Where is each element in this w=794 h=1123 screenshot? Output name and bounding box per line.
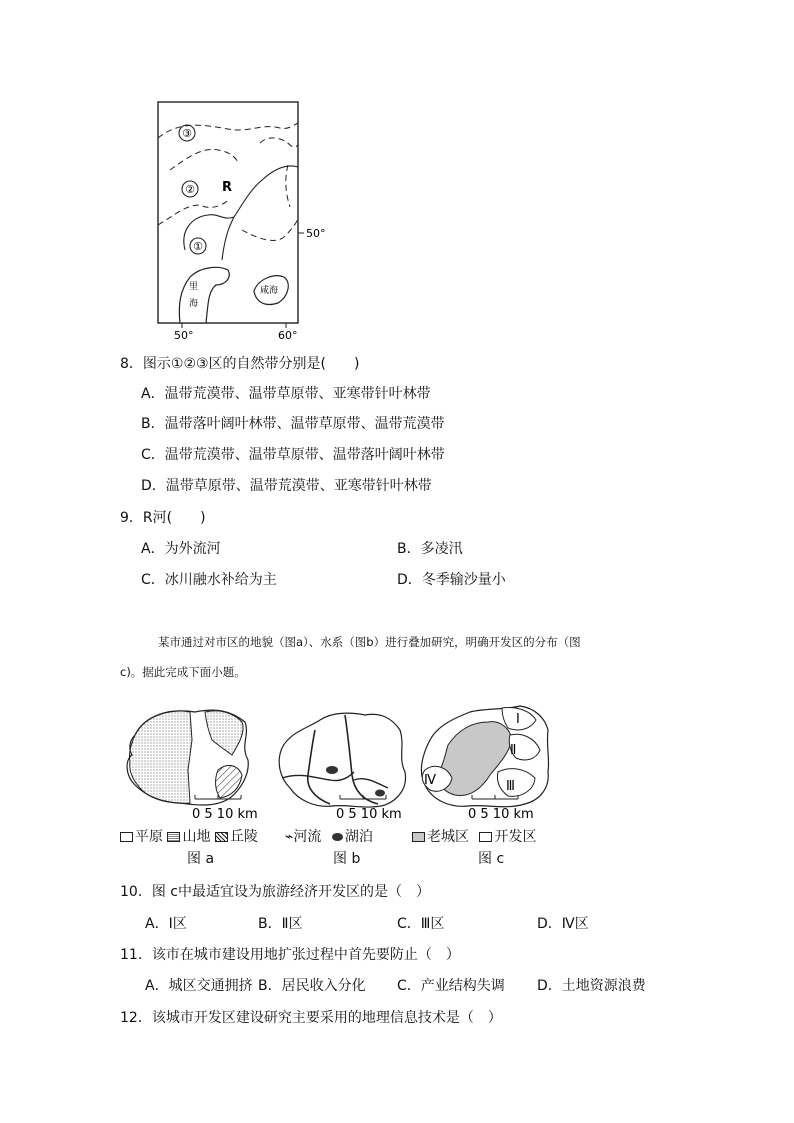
figure-c-legend-row xyxy=(412,826,536,846)
figure-a-caption: 图 a xyxy=(187,851,215,867)
dev-zone-legend-icon xyxy=(479,832,492,842)
figure-b-legend-row xyxy=(285,826,373,846)
question-11-option-d[interactable]: D．土地资源浪费 xyxy=(537,978,646,994)
question-12-stem: 12．该城市开发区建设研究主要采用的地理信息技术是（ ） xyxy=(120,1010,502,1026)
latitude-label: 50° xyxy=(306,227,326,240)
legend-plain: 平原 xyxy=(135,829,163,845)
figure-b-water-system-map xyxy=(270,700,415,825)
figure-a-scale: 0 5 10 km xyxy=(192,807,258,822)
legend-dev-zone: 开发区 xyxy=(494,829,537,845)
figure-c-scale: 0 5 10 km xyxy=(468,807,534,822)
passage-line-2: c)。据此完成下面小题。 xyxy=(120,665,246,679)
longitude-label-60: 60° xyxy=(278,329,298,342)
zone-label-2: ② xyxy=(185,183,195,196)
legend-old-city: 老城区 xyxy=(427,829,469,845)
question-9-option-b[interactable]: B．多凌汛 xyxy=(397,541,463,557)
question-11-option-c[interactable]: C．产业结构失调 xyxy=(397,978,505,994)
aral-label: 咸海 xyxy=(260,286,279,296)
question-10-option-c[interactable]: C．Ⅲ区 xyxy=(397,916,445,932)
question-8-option-a[interactable]: A．温带荒漠带、温带草原带、亚寒带针叶林带 xyxy=(141,386,431,402)
figure-b-scale: 0 5 10 km xyxy=(336,807,402,822)
caspian-region-map xyxy=(150,95,326,345)
lake-legend-icon xyxy=(332,833,343,841)
question-9-stem: 9．R河( ) xyxy=(120,510,206,526)
question-9-option-d[interactable]: D．冬季输沙量小 xyxy=(397,572,506,588)
legend-lake: 湖泊 xyxy=(344,829,373,845)
caspian-label-top: 里 xyxy=(189,282,199,292)
zone-IV-label: Ⅳ xyxy=(424,773,436,788)
plain-legend-icon xyxy=(120,832,133,842)
mountain-legend-icon xyxy=(167,832,180,842)
question-9-option-a[interactable]: A．为外流河 xyxy=(141,541,221,557)
legend-river: 河流 xyxy=(293,829,322,845)
figure-legend-row xyxy=(120,826,258,846)
question-10-stem: 10．图 c中最适宜设为旅游经济开发区的是（ ） xyxy=(120,884,430,900)
question-9-option-c[interactable]: C．冰川融水补给为主 xyxy=(141,572,277,588)
river-label: R xyxy=(222,180,233,195)
old-city-legend-icon xyxy=(412,832,425,842)
legend-hill: 丘陵 xyxy=(229,829,258,845)
figure-b-caption: 图 b xyxy=(333,851,361,867)
question-8-stem: 8．图示①②③区的自然带分别是( ) xyxy=(120,356,360,372)
zone-III-label: Ⅲ xyxy=(506,779,515,794)
question-10-option-b[interactable]: B．Ⅱ区 xyxy=(258,916,303,932)
passage-line-1: 某市通过对市区的地貌（图a）、水系（图b）进行叠加研究，明确开发区的分布（图 xyxy=(158,635,581,649)
question-11-stem: 11．该市在城市建设用地扩张过程中首先要防止（ ） xyxy=(120,947,460,963)
longitude-label-50: 50° xyxy=(174,329,194,342)
figure-c-development-zone-map xyxy=(410,700,555,825)
caspian-label-bottom: 海 xyxy=(189,299,199,309)
zone-label-1: ① xyxy=(193,240,203,253)
zone-II-label: Ⅱ xyxy=(510,743,517,758)
question-10-option-d[interactable]: D．Ⅳ区 xyxy=(537,916,589,932)
question-10-option-a[interactable]: A．Ⅰ区 xyxy=(145,916,187,932)
zone-label-3: ③ xyxy=(182,127,192,140)
legend-mountain: 山地 xyxy=(182,829,211,845)
question-8-option-b[interactable]: B．温带落叶阔叶林带、温带草原带、温带荒漠带 xyxy=(141,416,445,432)
figure-c-caption: 图 c xyxy=(478,851,505,867)
figure-a-landform-map xyxy=(120,700,270,825)
question-8-option-c[interactable]: C．温带荒漠带、温带草原带、温带落叶阔叶林带 xyxy=(141,447,445,463)
river-legend-icon: ⌁ xyxy=(285,829,294,845)
question-11-option-b[interactable]: B．居民收入分化 xyxy=(258,978,366,994)
question-8-option-d[interactable]: D．温带草原带、温带荒漠带、亚寒带针叶林带 xyxy=(141,478,432,494)
hill-legend-icon xyxy=(215,832,228,842)
zone-I-label: Ⅰ xyxy=(516,712,520,727)
question-11-option-a[interactable]: A．城区交通拥挤 xyxy=(145,978,253,994)
